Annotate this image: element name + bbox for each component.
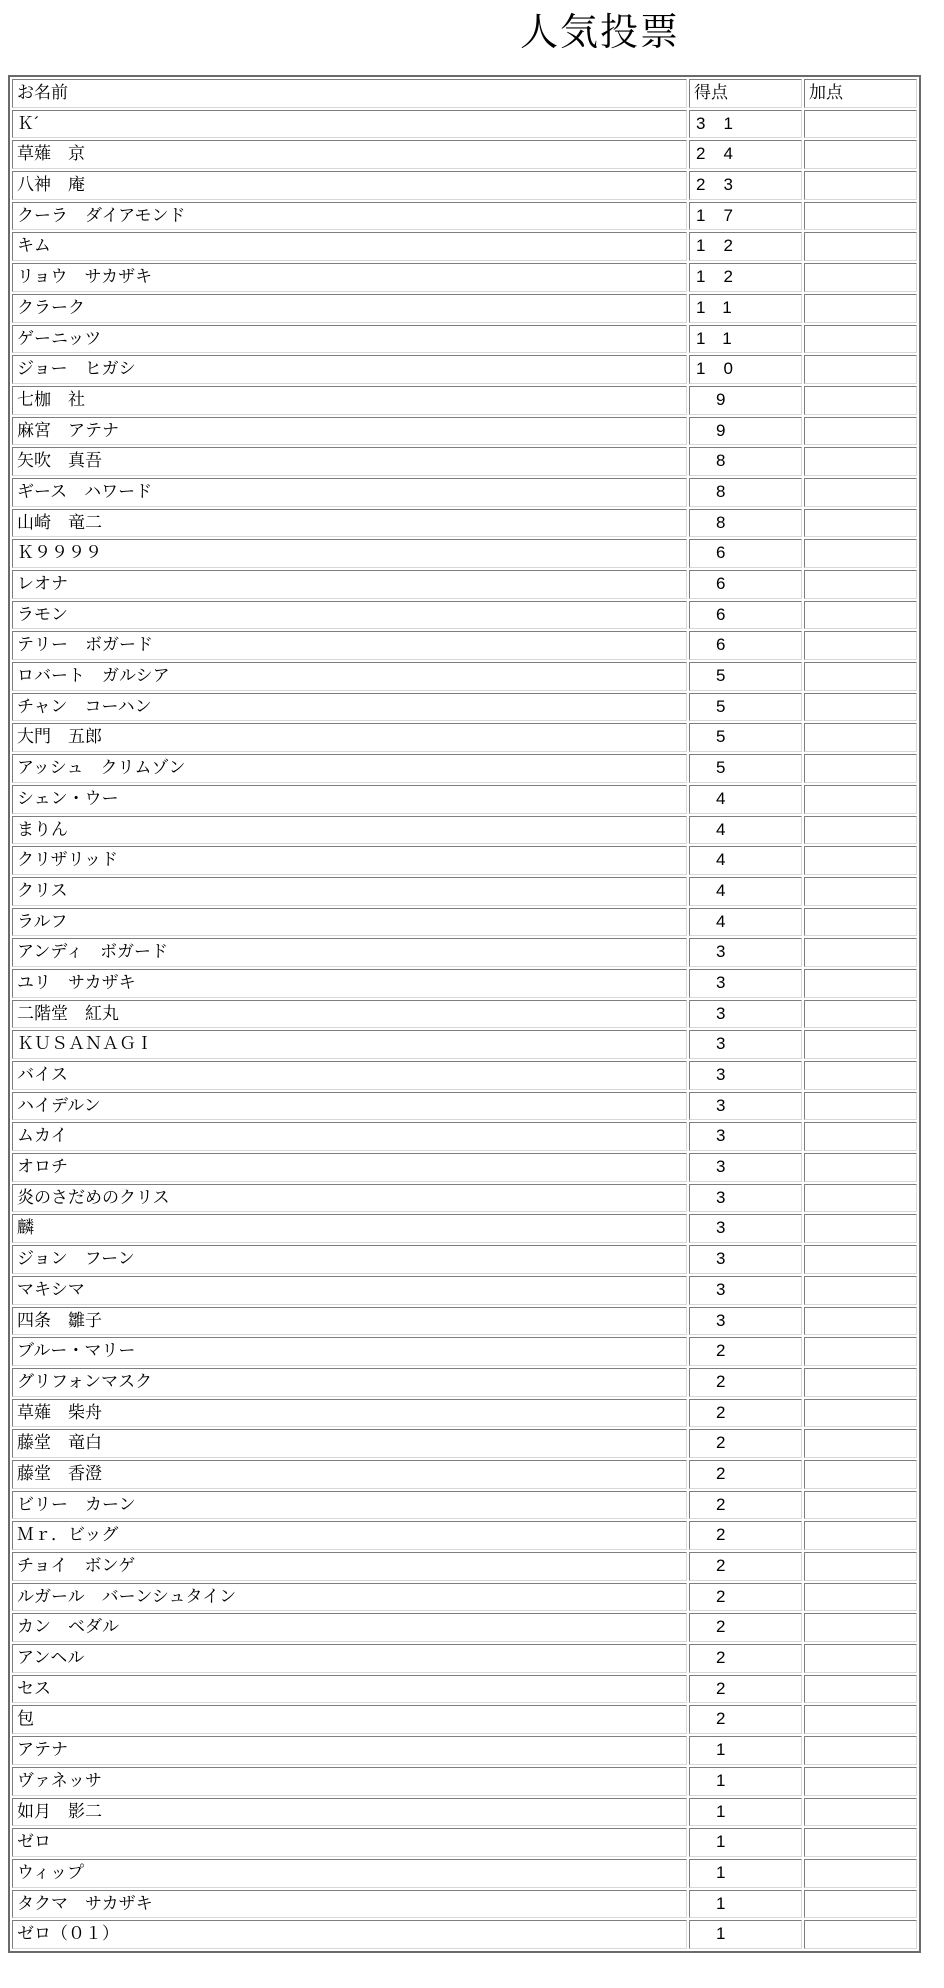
header-name: お名前 (12, 79, 687, 108)
cell-score: 3 (689, 1276, 802, 1305)
cell-bonus (804, 1092, 917, 1121)
table-row (12, 785, 917, 814)
table-row (12, 1307, 917, 1336)
cell-name: クラーク (12, 294, 687, 323)
cell-bonus (804, 1890, 917, 1919)
table-row (12, 1276, 917, 1305)
cell-score: 2 (689, 1675, 802, 1704)
cell-name: タクマ サカザキ (12, 1890, 687, 1919)
cell-name: チャン コーハン (12, 693, 687, 722)
cell-score: 2 (689, 1460, 802, 1489)
cell-name: 矢吹 真吾 (12, 447, 687, 476)
cell-bonus (804, 1276, 917, 1305)
cell-score: 9 (689, 386, 802, 415)
cell-bonus (804, 417, 917, 446)
cell-name: ジョン フーン (12, 1245, 687, 1274)
cell-name: 草薙 柴舟 (12, 1399, 687, 1428)
cell-bonus (804, 1859, 917, 1888)
cell-name: ゼロ（０１） (12, 1920, 687, 1949)
table-row (12, 816, 917, 845)
cell-name: Ｋ９９９９ (12, 539, 687, 568)
cell-bonus (804, 1521, 917, 1550)
cell-name: ギース ハワード (12, 478, 687, 507)
cell-score: 6 (689, 601, 802, 630)
cell-bonus (804, 1736, 917, 1765)
cell-name: ゲーニッツ (12, 325, 687, 354)
cell-score: 1 (689, 1798, 802, 1827)
cell-score: 1 (689, 1828, 802, 1857)
table-body (12, 110, 917, 1949)
cell-name: Ｋ´ (12, 110, 687, 139)
cell-name: 麻宮 アテナ (12, 417, 687, 446)
cell-score: 12 (689, 232, 802, 261)
table-row (12, 877, 917, 906)
table-row (12, 1736, 917, 1765)
cell-score: 3 (689, 1000, 802, 1029)
cell-score: 4 (689, 785, 802, 814)
table-row (12, 232, 917, 261)
table-row (12, 693, 917, 722)
cell-score: 3 (689, 1184, 802, 1213)
cell-bonus (804, 1030, 917, 1059)
cell-name: まりん (12, 816, 687, 845)
cell-bonus (804, 1245, 917, 1274)
cell-name: ルガール バーンシュタイン (12, 1583, 687, 1612)
table-row (12, 1828, 917, 1857)
cell-score: 2 (689, 1429, 802, 1458)
table-row (12, 539, 917, 568)
cell-name: アンディ ボガード (12, 938, 687, 967)
cell-bonus (804, 938, 917, 967)
table-row (12, 325, 917, 354)
cell-bonus (804, 1153, 917, 1182)
cell-name: セス (12, 1675, 687, 1704)
table-row (12, 1153, 917, 1182)
cell-name: ビリー カーン (12, 1491, 687, 1520)
cell-bonus (804, 877, 917, 906)
cell-bonus (804, 110, 917, 139)
cell-bonus (804, 202, 917, 231)
table-row (12, 1184, 917, 1213)
cell-name: 如月 影二 (12, 1798, 687, 1827)
cell-score: 2 (689, 1552, 802, 1581)
cell-name: 山崎 竜二 (12, 509, 687, 538)
cell-score: 1 (689, 1890, 802, 1919)
cell-bonus (804, 1214, 917, 1243)
cell-name: レオナ (12, 570, 687, 599)
cell-score: 1 (689, 1920, 802, 1949)
cell-name: チョイ ボンゲ (12, 1552, 687, 1581)
table-row (12, 1337, 917, 1366)
table-row (12, 1460, 917, 1489)
cell-name: 炎のさだめのクリス (12, 1184, 687, 1213)
cell-score: 23 (689, 171, 802, 200)
cell-bonus (804, 693, 917, 722)
vote-table (8, 75, 921, 1953)
cell-name: カン ベダル (12, 1613, 687, 1642)
cell-name: ヴァネッサ (12, 1767, 687, 1796)
cell-name: アッシュ クリムゾン (12, 754, 687, 783)
cell-bonus (804, 631, 917, 660)
cell-bonus (804, 1000, 917, 1029)
cell-bonus (804, 539, 917, 568)
table-row (12, 1767, 917, 1796)
cell-name: ラルフ (12, 908, 687, 937)
cell-bonus (804, 969, 917, 998)
cell-score: 17 (689, 202, 802, 231)
cell-score: 3 (689, 969, 802, 998)
cell-score: 8 (689, 509, 802, 538)
header-score: 得点 (689, 79, 802, 108)
cell-score: 4 (689, 877, 802, 906)
cell-score: 6 (689, 570, 802, 599)
cell-bonus (804, 1613, 917, 1642)
cell-name: ウィップ (12, 1859, 687, 1888)
table-row (12, 1061, 917, 1090)
cell-score: 3 (689, 1061, 802, 1090)
cell-bonus (804, 1767, 917, 1796)
cell-name: ハイデルン (12, 1092, 687, 1121)
cell-bonus (804, 1061, 917, 1090)
cell-bonus (804, 1307, 917, 1336)
cell-name: クリザリッド (12, 846, 687, 875)
cell-bonus (804, 723, 917, 752)
cell-score: 8 (689, 478, 802, 507)
cell-name: クーラ ダイアモンド (12, 202, 687, 231)
header-bonus: 加点 (804, 79, 917, 108)
cell-bonus (804, 1644, 917, 1673)
cell-score: 8 (689, 447, 802, 476)
cell-score: 3 (689, 1214, 802, 1243)
cell-bonus (804, 1920, 917, 1949)
table-row (12, 263, 917, 292)
cell-bonus (804, 386, 917, 415)
table-row (12, 938, 917, 967)
cell-bonus (804, 1675, 917, 1704)
page-title: 人気投票 (520, 12, 681, 54)
cell-score: 6 (689, 539, 802, 568)
cell-score: 5 (689, 723, 802, 752)
cell-bonus (804, 1184, 917, 1213)
table-row (12, 509, 917, 538)
cell-score: 2 (689, 1399, 802, 1428)
table-row (12, 1644, 917, 1673)
cell-bonus (804, 570, 917, 599)
cell-bonus (804, 1798, 917, 1827)
cell-name: ブルー・マリー (12, 1337, 687, 1366)
cell-score: 2 (689, 1491, 802, 1520)
cell-name: ＫＵＳＡＮＡＧＩ (12, 1030, 687, 1059)
cell-bonus (804, 662, 917, 691)
cell-bonus (804, 846, 917, 875)
cell-name: バイス (12, 1061, 687, 1090)
cell-name: ジョー ヒガシ (12, 355, 687, 384)
cell-score: 2 (689, 1644, 802, 1673)
table-row (12, 1920, 917, 1949)
cell-score: 4 (689, 816, 802, 845)
cell-score: 1 (689, 1859, 802, 1888)
cell-score: 3 (689, 1245, 802, 1274)
table-row (12, 1214, 917, 1243)
cell-name: ロバート ガルシア (12, 662, 687, 691)
cell-name: グリフォンマスク (12, 1368, 687, 1397)
cell-name: 二階堂 紅丸 (12, 1000, 687, 1029)
cell-name: 麟 (12, 1214, 687, 1243)
cell-score: 1 (689, 1767, 802, 1796)
cell-score: 11 (689, 325, 802, 354)
cell-score: 3 (689, 1030, 802, 1059)
table-row (12, 171, 917, 200)
cell-score: 2 (689, 1583, 802, 1612)
cell-name: 大門 五郎 (12, 723, 687, 752)
cell-score: 11 (689, 294, 802, 323)
cell-bonus (804, 447, 917, 476)
table-row (12, 846, 917, 875)
table-row (12, 1521, 917, 1550)
table-row (12, 1675, 917, 1704)
table-row (12, 1583, 917, 1612)
cell-score: 2 (689, 1368, 802, 1397)
cell-score: 9 (689, 417, 802, 446)
cell-bonus (804, 816, 917, 845)
cell-score: 5 (689, 693, 802, 722)
table-row (12, 1429, 917, 1458)
table-row (12, 1859, 917, 1888)
cell-bonus (804, 1552, 917, 1581)
cell-name: ゼロ (12, 1828, 687, 1857)
cell-bonus (804, 1122, 917, 1151)
cell-score: 4 (689, 908, 802, 937)
cell-name: ユリ サカザキ (12, 969, 687, 998)
table-row (12, 1705, 917, 1734)
cell-name: 包 (12, 1705, 687, 1734)
cell-name: アテナ (12, 1736, 687, 1765)
cell-score: 3 (689, 1122, 802, 1151)
cell-name: アンヘル (12, 1644, 687, 1673)
table-row (12, 723, 917, 752)
cell-name: 藤堂 香澄 (12, 1460, 687, 1489)
table-row (12, 1122, 917, 1151)
cell-name: 四条 雛子 (12, 1307, 687, 1336)
cell-name: オロチ (12, 1153, 687, 1182)
cell-score: 5 (689, 754, 802, 783)
cell-bonus (804, 232, 917, 261)
cell-name: 八神 庵 (12, 171, 687, 200)
cell-name: キム (12, 232, 687, 261)
cell-score: 10 (689, 355, 802, 384)
cell-bonus (804, 601, 917, 630)
cell-name: テリー ボガード (12, 631, 687, 660)
cell-bonus (804, 140, 917, 169)
table-row (12, 294, 917, 323)
table-row (12, 417, 917, 446)
cell-score: 6 (689, 631, 802, 660)
cell-bonus (804, 754, 917, 783)
table-row (12, 1491, 917, 1520)
table-row (12, 908, 917, 937)
table-row (12, 1245, 917, 1274)
cell-bonus (804, 1399, 917, 1428)
table-row (12, 754, 917, 783)
cell-score: 1 (689, 1736, 802, 1765)
cell-bonus (804, 509, 917, 538)
cell-score: 3 (689, 938, 802, 967)
cell-bonus (804, 325, 917, 354)
cell-bonus (804, 171, 917, 200)
table-row (12, 1030, 917, 1059)
cell-score: 2 (689, 1613, 802, 1642)
cell-score: 12 (689, 263, 802, 292)
cell-score: 3 (689, 1153, 802, 1182)
cell-name: クリス (12, 877, 687, 906)
cell-bonus (804, 785, 917, 814)
table-row (12, 447, 917, 476)
table-row (12, 1399, 917, 1428)
table-row (12, 1552, 917, 1581)
table-row (12, 1798, 917, 1827)
cell-bonus (804, 1429, 917, 1458)
table-row (12, 969, 917, 998)
cell-name: 七枷 社 (12, 386, 687, 415)
table-row (12, 1368, 917, 1397)
cell-name: ラモン (12, 601, 687, 630)
cell-score: 2 (689, 1705, 802, 1734)
cell-score: 31 (689, 110, 802, 139)
cell-score: 4 (689, 846, 802, 875)
cell-bonus (804, 1705, 917, 1734)
table-row (12, 478, 917, 507)
table-row (12, 202, 917, 231)
cell-score: 5 (689, 662, 802, 691)
cell-name: Ｍｒ．ビッグ (12, 1521, 687, 1550)
table-row (12, 1092, 917, 1121)
table-row (12, 570, 917, 599)
cell-bonus (804, 1460, 917, 1489)
table-row (12, 601, 917, 630)
table-row (12, 1613, 917, 1642)
cell-bonus (804, 1491, 917, 1520)
cell-bonus (804, 355, 917, 384)
cell-score: 24 (689, 140, 802, 169)
cell-score: 2 (689, 1521, 802, 1550)
table-row (12, 1890, 917, 1919)
cell-bonus (804, 1368, 917, 1397)
table-row (12, 110, 917, 139)
cell-bonus (804, 1583, 917, 1612)
cell-name: ムカイ (12, 1122, 687, 1151)
cell-bonus (804, 294, 917, 323)
cell-bonus (804, 908, 917, 937)
table-row (12, 355, 917, 384)
table-row (12, 662, 917, 691)
cell-score: 3 (689, 1307, 802, 1336)
cell-bonus (804, 1828, 917, 1857)
table-row (12, 1000, 917, 1029)
cell-name: 草薙 京 (12, 140, 687, 169)
cell-name: 藤堂 竜白 (12, 1429, 687, 1458)
cell-bonus (804, 478, 917, 507)
cell-score: 3 (689, 1092, 802, 1121)
cell-name: シェン・ウー (12, 785, 687, 814)
cell-bonus (804, 1337, 917, 1366)
cell-score: 2 (689, 1337, 802, 1366)
table-row (12, 631, 917, 660)
cell-name: マキシマ (12, 1276, 687, 1305)
table-row (12, 386, 917, 415)
header-row (12, 79, 917, 108)
cell-name: リョウ サカザキ (12, 263, 687, 292)
table-row (12, 140, 917, 169)
cell-bonus (804, 263, 917, 292)
